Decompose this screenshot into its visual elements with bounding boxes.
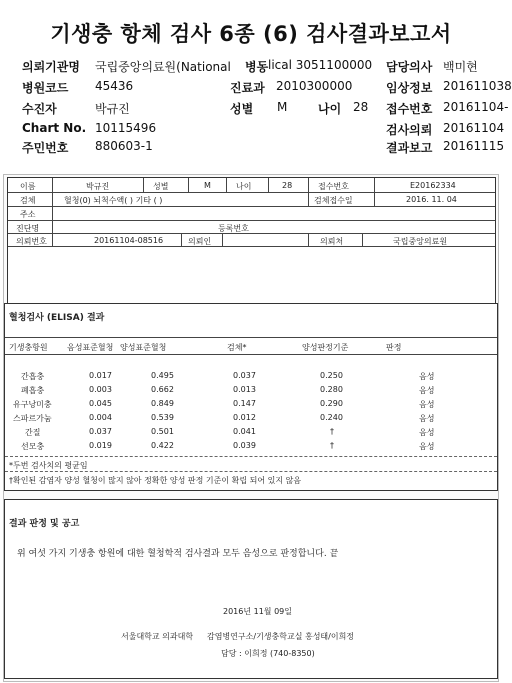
req-person-label: 의뢰인: [188, 237, 212, 246]
judge-cell: 음성: [419, 414, 435, 423]
antigen-cell: 유구낭미충: [13, 400, 52, 409]
col-specimen: 검체*: [227, 343, 247, 352]
specimen-value: 혈청(0) 뇌척수액( ) 기타 ( ): [64, 196, 163, 205]
col-judgement: 판정: [386, 343, 402, 352]
col-pos: 양성표준혈청: [120, 343, 167, 352]
cutoff-cell: 0.250: [320, 371, 343, 380]
note-average: *두번 검사치의 평균임: [9, 461, 88, 470]
form-age-value: 28: [282, 181, 293, 190]
results-section: [4, 303, 498, 491]
ssn-label: 주민번호: [22, 141, 69, 155]
req-place-value: 국립중앙의료원: [393, 237, 448, 246]
results-title: 혈청검사 (ELISA) 결과: [9, 313, 105, 323]
dept-label: 진료과: [230, 81, 265, 95]
test-req-label: 검사의뢰: [386, 123, 433, 137]
sex-value: M: [277, 100, 288, 114]
patient-form: [7, 177, 496, 305]
report-title: 기생충 항체 검사 6종 (6) 검사결과보고서: [50, 22, 452, 46]
note-cutoff: †확인된 감염자 양성 혈청이 많지 않아 정확한 양성 판정 기준이 확립 되어 있지 않음: [9, 476, 302, 485]
judge-cell: 음성: [419, 442, 435, 451]
form-acc-value: E20162334: [410, 181, 456, 190]
address-label: 주소: [20, 210, 36, 219]
specimen-cell: 0.041: [233, 427, 256, 436]
specimen-label: 검체: [20, 196, 36, 205]
req-no-label: 의뢰번호: [16, 237, 47, 246]
form-sex-label: 성별: [153, 182, 169, 191]
cutoff-cell: †: [330, 441, 334, 450]
neg-cell: 0.019: [89, 441, 112, 450]
hosp-code-value: 45436: [95, 79, 134, 93]
neg-cell: 0.037: [89, 427, 112, 436]
conclusion-section: [4, 499, 498, 679]
req-no-value: 20161104-08516: [94, 236, 164, 245]
test-req-value: 20161104: [443, 121, 505, 135]
req-org-ward: 병동: [245, 60, 269, 74]
dept-value: 2010300000: [276, 79, 353, 93]
doctor-value: 백미현: [443, 60, 478, 74]
age-value: 28: [353, 100, 369, 114]
pos-cell: 0.539: [151, 413, 174, 422]
cutoff-cell: 0.240: [320, 413, 343, 422]
specimen-cell: 0.037: [233, 371, 256, 380]
name-value: 박규진: [86, 182, 110, 191]
age-label: 나이: [318, 102, 342, 116]
judge-cell: 음성: [419, 386, 435, 395]
req-org-code: lical 3051100000: [268, 58, 373, 72]
pos-cell: 0.662: [151, 385, 174, 394]
neg-cell: 0.045: [89, 399, 112, 408]
req-place-label: 의뢰처: [320, 237, 344, 246]
antigen-cell: 스파르가눔: [13, 414, 52, 423]
specimen-cell: 0.012: [233, 413, 256, 422]
col-neg: 음성표준혈청: [67, 343, 114, 352]
cutoff-cell: 0.280: [320, 385, 343, 394]
university: 서울대학교 의과대학: [121, 632, 194, 641]
cutoff-cell: 0.290: [320, 399, 343, 408]
report-date: 2016년 11월 09일: [223, 607, 292, 616]
form-sex-value: M: [204, 181, 211, 190]
scanned-report: [3, 174, 499, 682]
ssn-value: 880603-1: [95, 139, 153, 153]
pos-cell: 0.422: [151, 441, 174, 450]
neg-cell: 0.004: [89, 413, 112, 422]
receiver-value: 박규진: [95, 102, 130, 116]
report-value: 20161115: [443, 139, 505, 153]
antigen-cell: 간질: [25, 428, 41, 437]
hosp-code-label: 병원코드: [22, 81, 69, 95]
col-cutoff: 양성판정기준: [302, 343, 349, 352]
institute: 감염병연구소/기생충학교실 홍성태/이희정: [207, 632, 355, 641]
receiver-label: 수진자: [22, 102, 57, 116]
req-org-label: 의뢰기관명: [22, 60, 80, 74]
chart-value: 10115496: [95, 121, 157, 135]
specimen-cell: 0.039: [233, 441, 256, 450]
reg-label: 등록번호: [218, 224, 249, 233]
chart-label: Chart No.: [22, 121, 87, 135]
doctor-label: 담당의사: [386, 60, 433, 74]
accept-no-label: 접수번호: [386, 102, 433, 116]
specimen-cell: 0.147: [233, 399, 256, 408]
received-label: 검체접수일: [314, 196, 353, 205]
report-label: 결과보고: [386, 141, 433, 155]
judge-cell: 음성: [419, 372, 435, 381]
neg-cell: 0.003: [89, 385, 112, 394]
clinical-label: 임상정보: [386, 81, 433, 95]
diagnosis-label: 진단명: [16, 224, 40, 233]
pos-cell: 0.849: [151, 399, 174, 408]
name-label: 이름: [20, 182, 36, 191]
conclusion-text: 위 여섯 가지 기생충 항원에 대한 혈청학적 검사결과 모두 음성으로 판정합니다. 끝: [17, 549, 339, 559]
judge-cell: 음성: [419, 400, 435, 409]
specimen-cell: 0.013: [233, 385, 256, 394]
contact: 담당 : 이희정 (740-8350): [221, 649, 315, 658]
pos-cell: 0.495: [151, 371, 174, 380]
clinical-value: 201611038: [443, 79, 512, 93]
antigen-cell: 선모충: [21, 442, 45, 451]
req-org-value: 국립중앙의료원(National: [95, 60, 231, 74]
accept-no-value: 20161104-: [443, 100, 509, 114]
conclusion-title: 결과 판정 및 공고: [9, 519, 80, 529]
neg-cell: 0.017: [89, 371, 112, 380]
form-acc-label: 접수번호: [318, 182, 349, 191]
sex-label: 성별: [230, 102, 254, 116]
received-value: 2016. 11. 04: [406, 195, 457, 204]
form-age-label: 나이: [236, 182, 252, 191]
col-antigen: 기생충항원: [9, 343, 48, 352]
pos-cell: 0.501: [151, 427, 174, 436]
cutoff-cell: †: [330, 427, 334, 436]
antigen-cell: 폐흡충: [21, 386, 45, 395]
antigen-cell: 간흡충: [21, 372, 45, 381]
judge-cell: 음성: [419, 428, 435, 437]
